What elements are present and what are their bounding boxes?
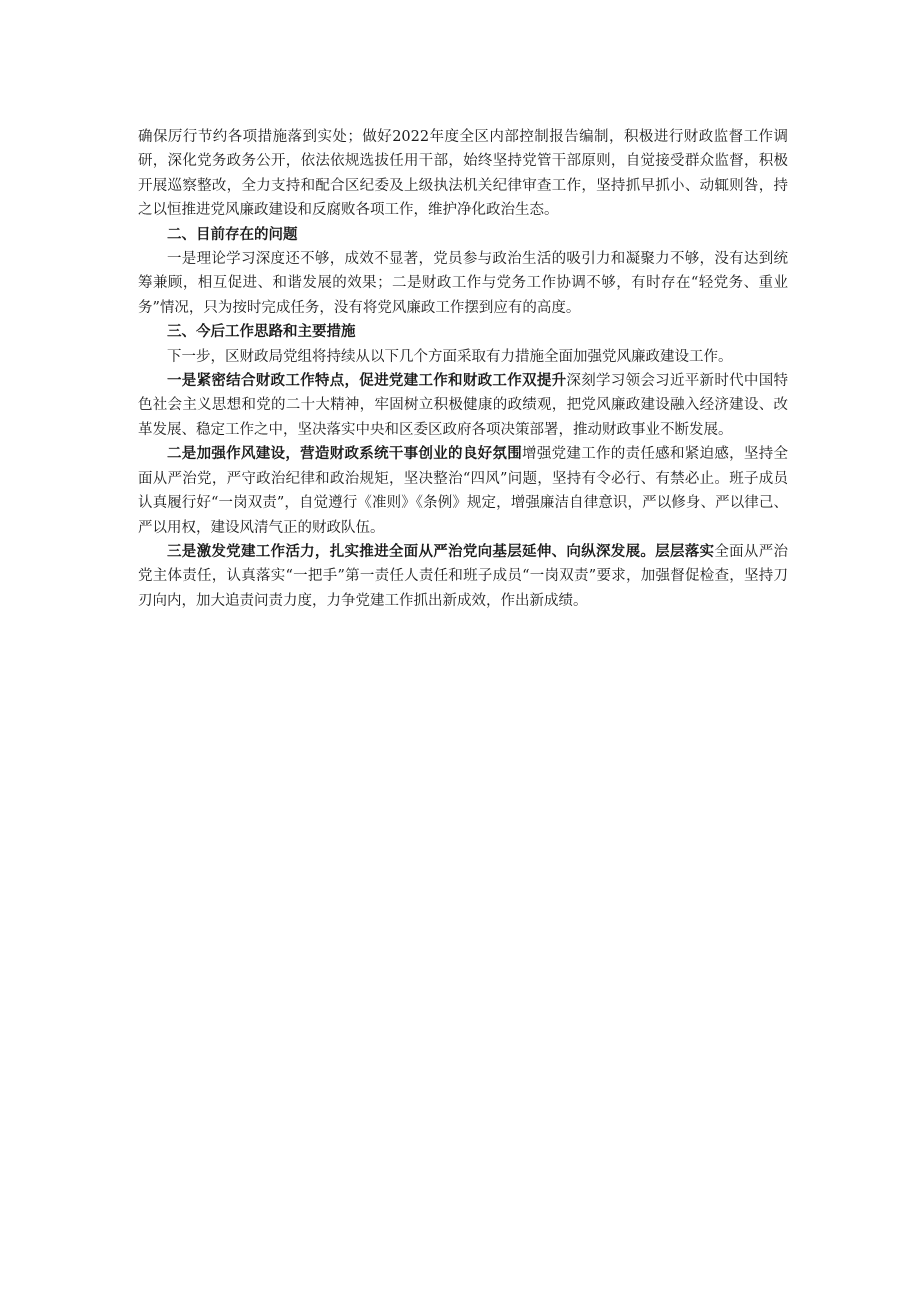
- paragraph-continuation: 确保厉行节约各项措施落到实处；做好2022年度全区内部控制报告编制，积极进行财政监督工作调研，深化党务政务公开，依法依规选拔任用干部，始终坚持党管干部原则，自觉接受群众监督，积极开展巡察整改，全力支持和配合区纪委及上级执法机关纪律审查工作，坚持抓早抓小、动辄则咎，持之以恒推进党风廉政建设和反腐败各项工作，维护净化政治生态。: [138, 129, 788, 219]
- measure-two-body: 增强党建工作的责任感和紧迫感，坚持全面从严治党，严守政治纪律和政治规矩，坚决整治“四风”问题，坚持有令必行、有禁必止。班子成员认真履行好“一岗双责”，自觉遵行《准则》《条例》规定，增强廉洁自律意识，严以修身、严以律己、严以用权，建设风清气正的财政队伍。: [138, 446, 789, 536]
- section-heading-problems: 二、目前存在的问题: [167, 225, 298, 243]
- measure-three-lead: 三是激发党建工作活力，扎实推进全面从严治党向基层延伸、向纵深发展。层层落实: [167, 542, 715, 560]
- measure-two-lead: 二是加强作风建设，营造财政系统干事创业的良好氛围: [167, 445, 523, 463]
- document-body: [138, 125, 788, 613]
- paragraph-problems: 一是理论学习深度还不够，成效不显著，党员参与政治生活的吸引力和凝聚力不够，没有达到统筹兼顾，相互促进、和谐发展的效果；二是财政工作与党务工作协调不够，有时存在“轻党务、重业务”情况，只为按时完成任务，没有将党风廉政工作摆到应有的高度。: [138, 251, 788, 316]
- paragraph-measure-one: [138, 369, 788, 442]
- measure-three-body: 全面从严治党主体责任，认真落实“一把手”第一责任人责任和班子成员“一岗双责”要求，加强督促检查，坚持刀刃向内，加大追责问责力度，力争党建工作抓出新成效，作出新成绩。: [138, 543, 788, 609]
- paragraph-measure-two: [138, 442, 788, 540]
- paragraph-next-step: 下一步，区财政局党组将持续从以下几个方面采取有力措施全面加强党风廉政建设工作。: [167, 348, 733, 365]
- paragraph-measure-three: [138, 540, 788, 613]
- section-heading-measures: 三、今后工作思路和主要措施: [167, 323, 356, 341]
- measure-one-lead: 一是紧密结合财政工作特点，促进党建工作和财政工作双提升: [167, 372, 567, 390]
- measure-one-body: 深刻学习领会习近平新时代中国特色社会主义思想和党的二十大精神，牢固树立积极健康的政绩观，把党风廉政建设融入经济建设、改革发展、稳定工作之中，坚决落实中央和区委区政府各项决策部署，推动财政事业不断发展。: [138, 373, 789, 438]
